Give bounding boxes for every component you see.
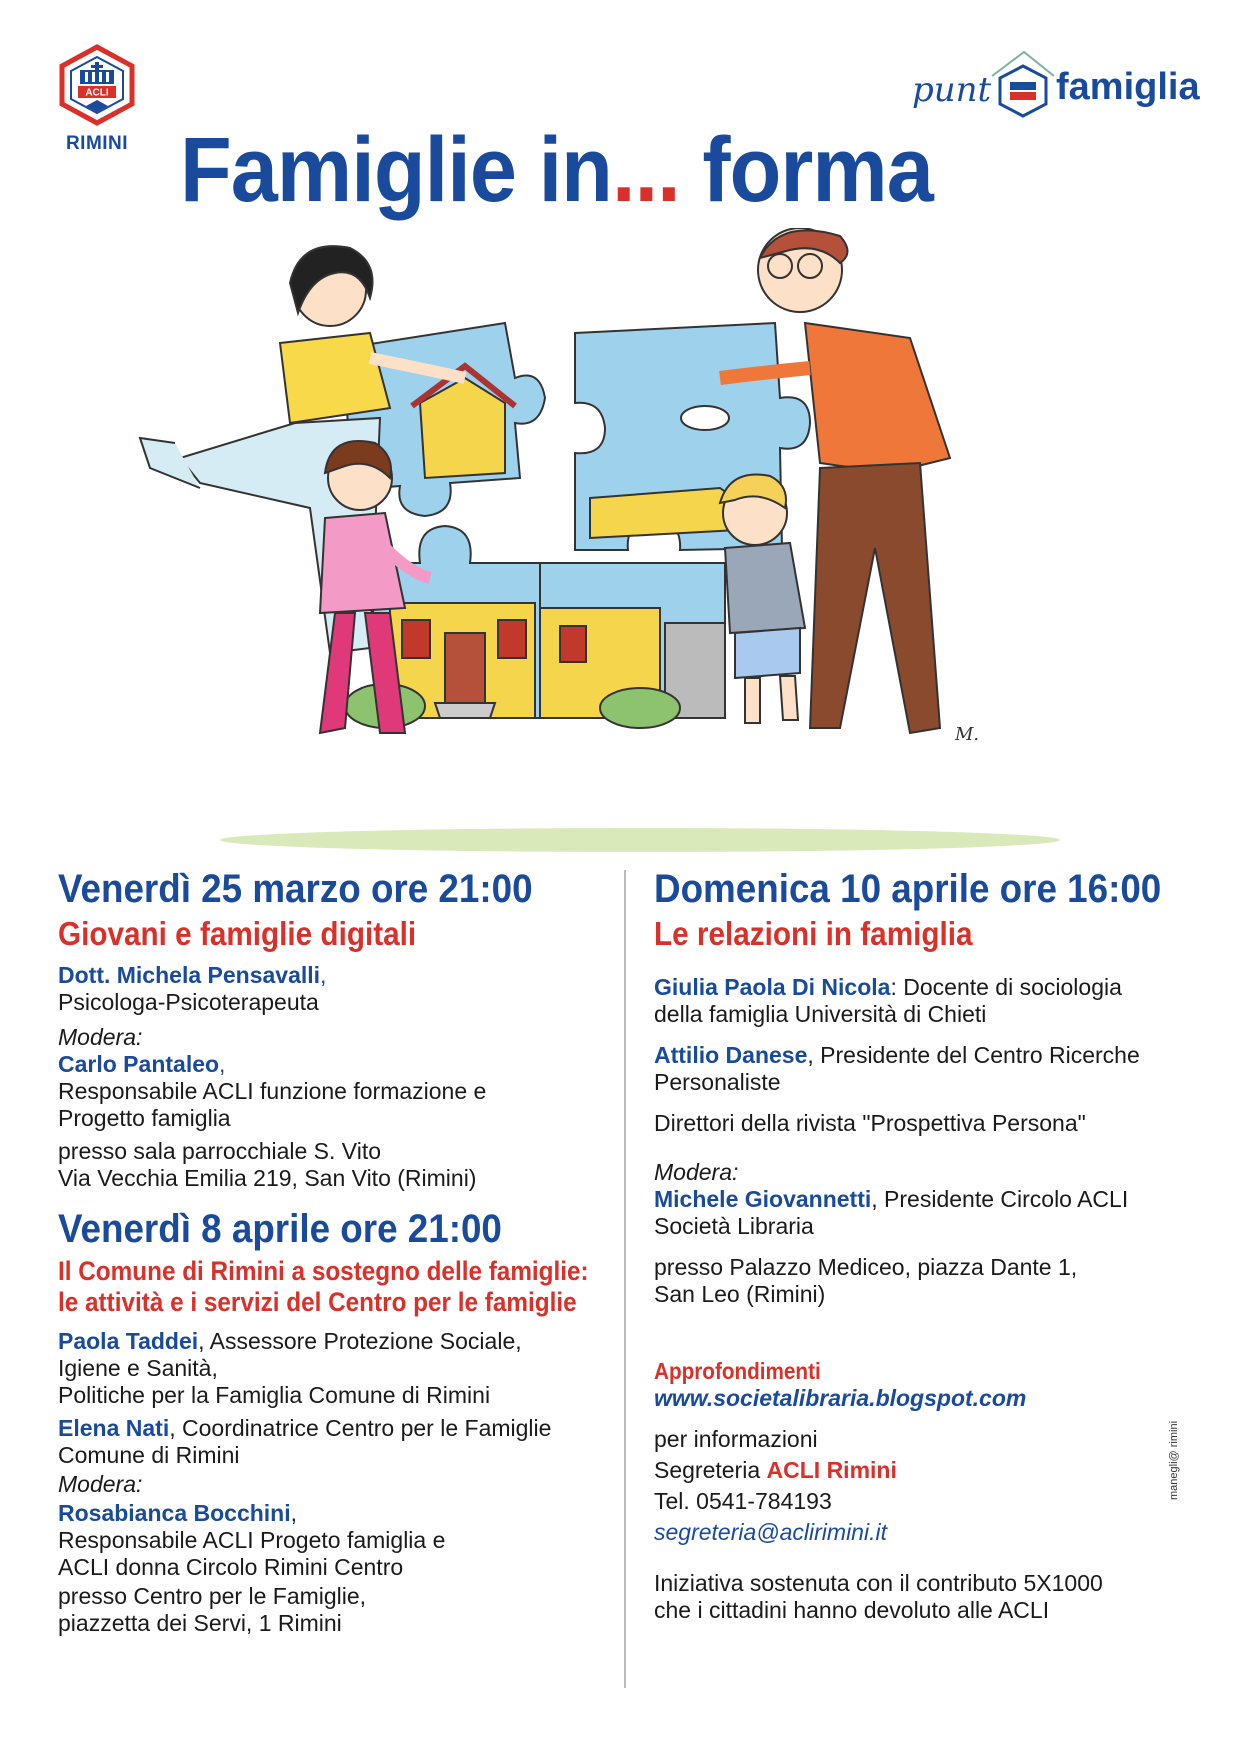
event2-topic-line1: Il Comune di Rimini a sostegno delle famiglie: — [58, 1256, 589, 1286]
event1-venue-line2: Via Vecchia Emilia 219, San Vito (Rimini) — [58, 1165, 477, 1191]
right-column — [654, 866, 1214, 1624]
event2-moderator-role2: ACLI donna Circolo Rimini Centro — [58, 1554, 404, 1580]
event1-moderator-role1: Responsabile ACLI funzione formazione e — [58, 1078, 487, 1104]
page-title — [180, 118, 933, 223]
event1-venue-line1: presso sala parrocchiale S. Vito — [58, 1138, 382, 1164]
event2-topic — [58, 1256, 618, 1318]
event1-venue — [58, 1138, 618, 1192]
funding-note-line1: Iniziativa sostenuta con il contributo 5X1000 — [654, 1570, 1103, 1596]
event1-topic: Giovani e famiglie digitali — [58, 915, 417, 952]
house-hexagon-icon — [990, 50, 1056, 120]
blog-link-line — [654, 1385, 1214, 1412]
illustrator-credit: manegli@ rimini — [1168, 1420, 1180, 1500]
event1-moderator — [58, 1051, 618, 1132]
left-column — [58, 866, 618, 1637]
punto-famiglia-punt: punt — [912, 70, 992, 110]
event2-speaker1-role1: , Assessore Protezione Sociale, — [198, 1328, 522, 1354]
telephone: Tel. 0541-784193 — [654, 1488, 832, 1514]
event2-moderator-role1: Responsabile ACLI Progeto famiglia e — [58, 1527, 446, 1553]
event1-moderator-role2: Progetto famiglia — [58, 1105, 231, 1131]
event2-venue — [58, 1583, 618, 1637]
event3-date: Domenica 10 aprile ore 16:00 — [654, 867, 1162, 911]
funding-note-line2: che i cittadini hanno devoluto alle ACLI — [654, 1597, 1050, 1623]
email-link[interactable]: segreteria@aclirimini.it — [654, 1519, 887, 1545]
event3-modera-label: Modera: — [654, 1159, 739, 1185]
boy-figure — [720, 475, 805, 723]
event1-speaker-role: Psicologa-Psicoterapeuta — [58, 989, 319, 1015]
event2-speaker2-name: Elena Nati — [58, 1415, 170, 1441]
event3-venue-line2: San Leo (Rimini) — [654, 1281, 826, 1307]
event3-speaker2 — [654, 1042, 1214, 1096]
event2-speaker2-role1: , Coordinatrice Centro per le Famiglie — [169, 1415, 552, 1441]
event1-date: Venerdì 25 marzo ore 21:00 — [58, 867, 533, 911]
event1-speaker-name: Dott. Michela Pensavalli — [58, 962, 321, 988]
acli-rimini-logo — [56, 44, 138, 155]
event3-venue-line1: presso Palazzo Mediceo, piazza Dante 1, — [654, 1254, 1078, 1280]
funding-note — [654, 1570, 1214, 1624]
event3-speaker1 — [654, 974, 1214, 1028]
event2-speaker1-role3: Politiche per la Famiglia Comune di Rimini — [58, 1382, 491, 1408]
event2-speaker2 — [58, 1415, 618, 1469]
event3-directors: Direttori della rivista "Prospettiva Persona" — [654, 1110, 1086, 1136]
event2-moderator-sep: , — [290, 1500, 298, 1526]
segreteria-name: ACLI Rimini — [766, 1457, 897, 1483]
svg-text:ACLI: ACLI — [85, 87, 109, 99]
title-part1: Famiglie in — [180, 119, 612, 221]
contact-block — [654, 1424, 1214, 1548]
title-dots: ... — [611, 119, 680, 221]
event1-moderator-name: Carlo Pantaleo — [58, 1051, 220, 1077]
acli-city-label: RIMINI — [65, 133, 129, 154]
punto-famiglia-famiglia: famiglia — [1056, 66, 1200, 108]
punto-famiglia-logo — [912, 36, 1202, 116]
event3-moderator-name: Michele Giovannetti — [654, 1186, 872, 1212]
family-puzzle-illustration — [120, 228, 1130, 858]
event3-venue — [654, 1254, 1214, 1308]
event3-moderator-role1: , Presidente Circolo ACLI — [871, 1186, 1129, 1212]
event2-speaker1-name: Paola Taddei — [58, 1328, 199, 1354]
event3-moderator-role2: Società Libraria — [654, 1213, 814, 1239]
event1-modera-label: Modera: — [58, 1024, 143, 1050]
column-divider — [624, 870, 626, 1688]
event1-speaker — [58, 962, 618, 1016]
approfondimenti-label: Approfondimenti — [654, 1358, 821, 1384]
event3-moderator — [654, 1186, 1214, 1240]
event3-speaker2-name: Attilio Danese — [654, 1042, 808, 1068]
event2-modera-label: Modera: — [58, 1471, 143, 1497]
event3-speaker1-role1: : Docente di sociologia — [890, 974, 1122, 1000]
event2-moderator-name: Rosabianca Bocchini — [58, 1500, 291, 1526]
event2-topic-line2: le attività e i servizi del Centro per le famiglie — [58, 1287, 577, 1317]
event2-speaker1-role2: Igiene e Sanità, — [58, 1355, 218, 1381]
acli-hexagon-icon — [56, 44, 138, 126]
event2-speaker2-role2: Comune di Rimini — [58, 1442, 240, 1468]
event3-speaker1-role2: della famiglia Università di Chieti — [654, 1001, 987, 1027]
blog-link[interactable]: www.societalibraria.blogspot.com — [654, 1385, 1027, 1411]
segreteria-label: Segreteria — [654, 1457, 767, 1483]
event2-venue-line1: presso Centro per le Famiglie, — [58, 1583, 367, 1609]
event1-speaker-sep: , — [320, 962, 327, 988]
per-informazioni: per informazioni — [654, 1426, 818, 1452]
title-part2: forma — [679, 119, 933, 221]
event3-speaker2-role1: , Presidente del Centro Ricerche — [807, 1042, 1140, 1068]
event3-speaker1-name: Giulia Paola Di Nicola — [654, 974, 891, 1000]
event3-speaker2-role2: Personaliste — [654, 1069, 781, 1095]
event2-date: Venerdì 8 aprile ore 21:00 — [58, 1207, 502, 1251]
event2-venue-line2: piazzetta dei Servi, 1 Rimini — [58, 1610, 342, 1636]
event2-speaker1 — [58, 1328, 618, 1409]
event1-moderator-sep: , — [219, 1051, 226, 1077]
event2-moderator — [58, 1500, 618, 1581]
event3-topic: Le relazioni in famiglia — [654, 915, 973, 952]
illustration-signature: M. — [955, 724, 980, 745]
